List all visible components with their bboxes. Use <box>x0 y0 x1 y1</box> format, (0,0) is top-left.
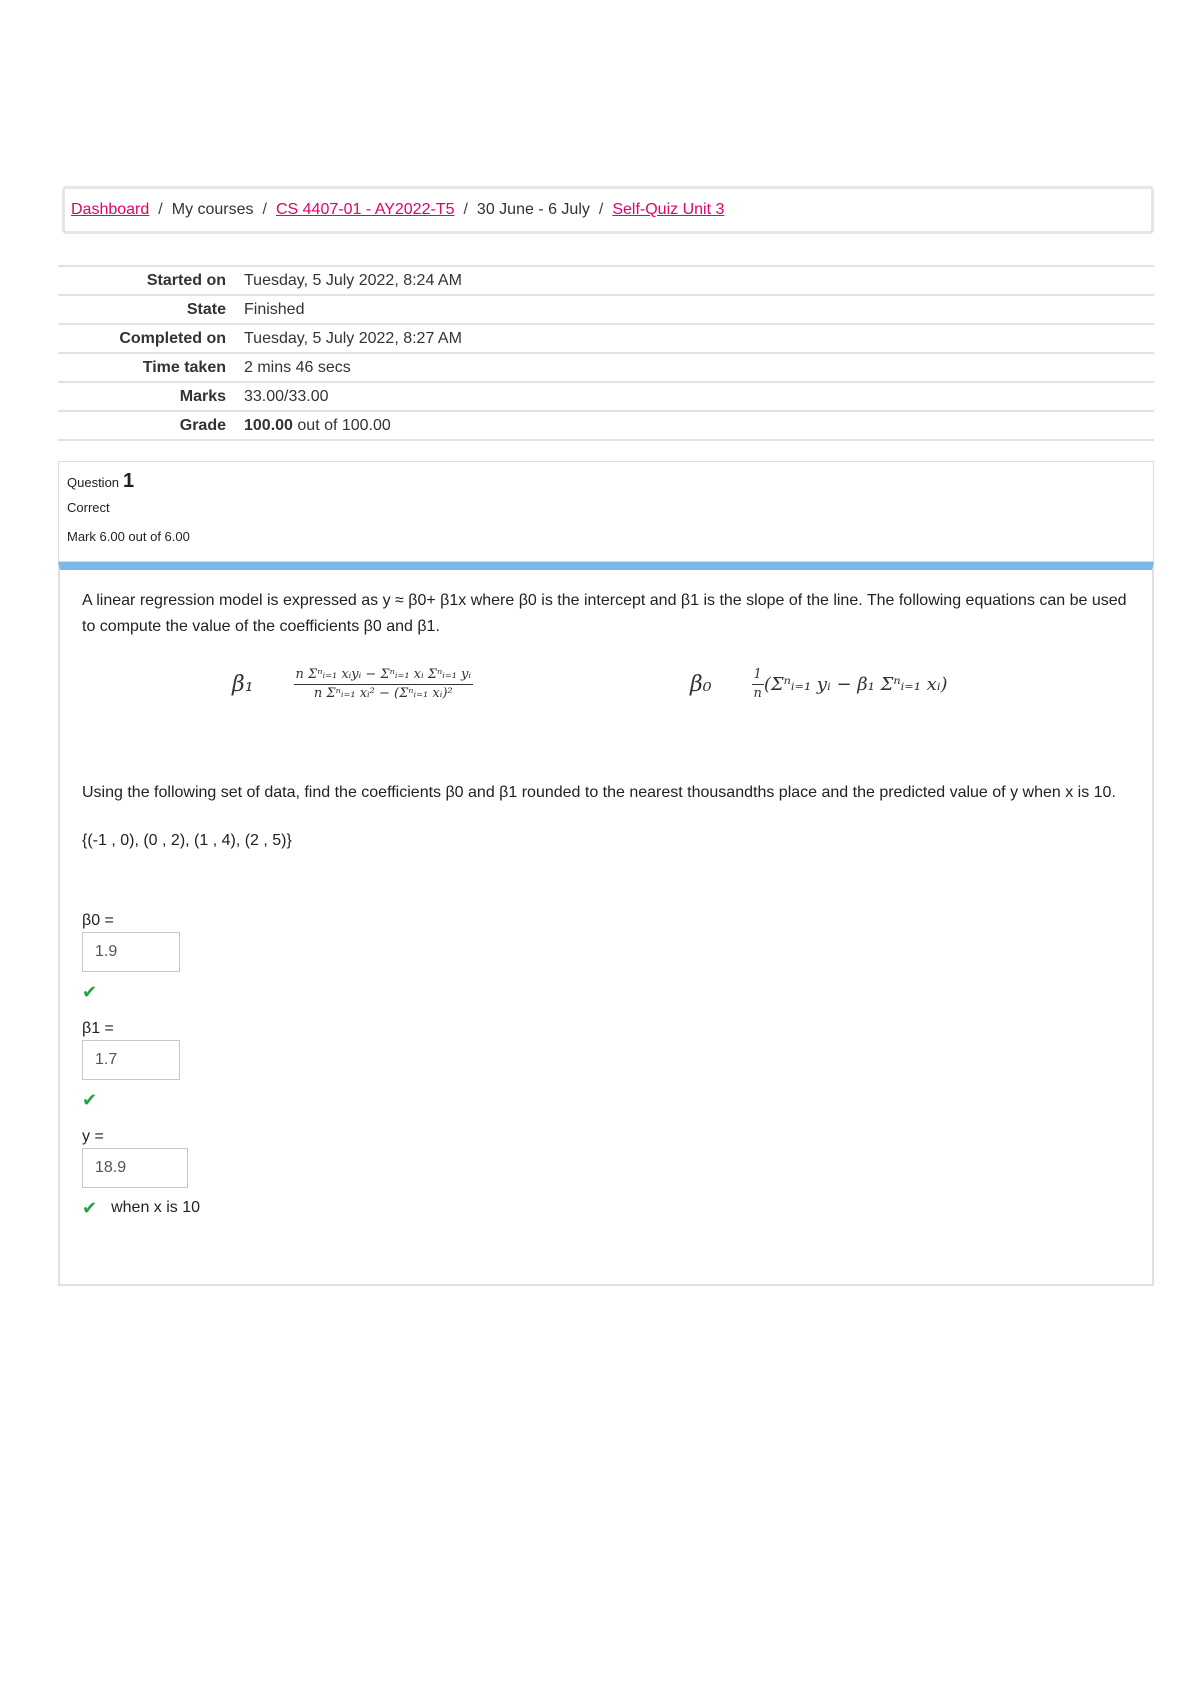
summary-row-marks <box>58 382 1154 411</box>
beta0-frac-denominator: n <box>753 686 762 701</box>
formula-row <box>82 640 1130 760</box>
question-intro: A linear regression model is expressed as y ≈ β0+ β1x where β0 is the intercept and β1 is the slope of the line. The following equations can be used to compute the value of the coefficients β0 and β1. <box>82 592 1127 635</box>
answer-y <box>82 1124 200 1222</box>
beta0-frac-numerator: 1 <box>752 666 764 685</box>
question-dataset: {(-1 , 0), (0 , 2), (1 , 4), (2 , 5)} <box>82 832 292 849</box>
summary-label: Time taken <box>58 353 244 382</box>
breadcrumb-separator: / <box>262 201 267 218</box>
summary-row-grade <box>58 411 1154 440</box>
breadcrumb-quiz-link[interactable]: Self-Quiz Unit 3 <box>612 201 725 218</box>
check-icon: ✔ <box>82 1198 98 1218</box>
attempt-summary-table <box>58 265 1154 441</box>
breadcrumb-separator: / <box>598 201 604 218</box>
question-number: 1 <box>123 470 135 492</box>
answer-beta1 <box>82 1016 180 1114</box>
beta1-formula <box>232 666 473 703</box>
summary-label: Completed on <box>58 324 244 353</box>
answer-label: β0 = <box>82 912 114 929</box>
beta0-fraction <box>752 666 764 703</box>
breadcrumb-dashboard-link[interactable]: Dashboard <box>71 201 150 218</box>
beta0-input[interactable] <box>82 932 180 972</box>
question-info <box>58 461 1154 562</box>
beta0-body: (Σⁿᵢ₌₁ yᵢ − β₁ Σⁿᵢ₌₁ xᵢ) <box>763 673 948 695</box>
summary-row-state <box>58 295 1154 324</box>
y-input[interactable] <box>82 1148 188 1188</box>
summary-row-started <box>58 266 1154 295</box>
breadcrumb-course-link[interactable]: CS 4407-01 - AY2022-T5 <box>275 201 455 218</box>
beta1-numerator: n Σⁿᵢ₌₁ xᵢyᵢ − Σⁿᵢ₌₁ xᵢ Σⁿᵢ₌₁ yᵢ <box>294 666 473 685</box>
beta1-input[interactable] <box>82 1040 180 1080</box>
breadcrumb-week: 30 June - 6 July <box>476 201 590 218</box>
summary-value: Finished <box>244 295 1154 324</box>
beta0-formula <box>690 666 947 703</box>
breadcrumb <box>62 186 1154 234</box>
beta1-symbol: β₁ <box>232 671 254 697</box>
summary-row-completed <box>58 324 1154 353</box>
question-content <box>58 562 1154 1286</box>
beta1-fraction <box>294 666 473 703</box>
summary-row-time-taken <box>58 353 1154 382</box>
breadcrumb-separator: / <box>158 201 163 218</box>
answer-label: β1 = <box>82 1020 114 1037</box>
question-instruction: Using the following set of data, find the coefficients β0 and β1 rounded to the nearest thousandths place and the predicted value of y when x is 10. <box>82 784 1116 801</box>
summary-label: Marks <box>58 382 244 411</box>
question-state: Correct <box>67 500 110 515</box>
summary-label: Started on <box>58 266 244 295</box>
answer-label: y = <box>82 1128 104 1145</box>
summary-value: 2 mins 46 secs <box>244 353 1154 382</box>
summary-value: Tuesday, 5 July 2022, 8:24 AM <box>244 266 1154 295</box>
grade-value: 100.00 <box>244 416 293 434</box>
check-icon: ✔ <box>82 1090 98 1110</box>
answer-suffix: when x is 10 <box>111 1199 201 1216</box>
check-icon: ✔ <box>82 982 98 1002</box>
summary-value: 33.00/33.00 <box>244 382 1154 411</box>
question-mark: Mark 6.00 out of 6.00 <box>67 529 190 544</box>
beta0-symbol: β₀ <box>690 671 712 697</box>
question-label: Question <box>67 475 120 490</box>
breadcrumb-separator: / <box>463 201 468 218</box>
summary-label: State <box>58 295 244 324</box>
answer-beta0 <box>82 908 180 1006</box>
summary-label: Grade <box>58 411 244 440</box>
breadcrumb-my-courses: My courses <box>171 201 254 218</box>
grade-out-of: out of 100.00 <box>297 416 391 434</box>
summary-value: Tuesday, 5 July 2022, 8:27 AM <box>244 324 1154 353</box>
beta1-denominator: n Σⁿᵢ₌₁ xᵢ² − (Σⁿᵢ₌₁ xᵢ)² <box>313 686 453 701</box>
summary-value <box>244 411 1154 440</box>
